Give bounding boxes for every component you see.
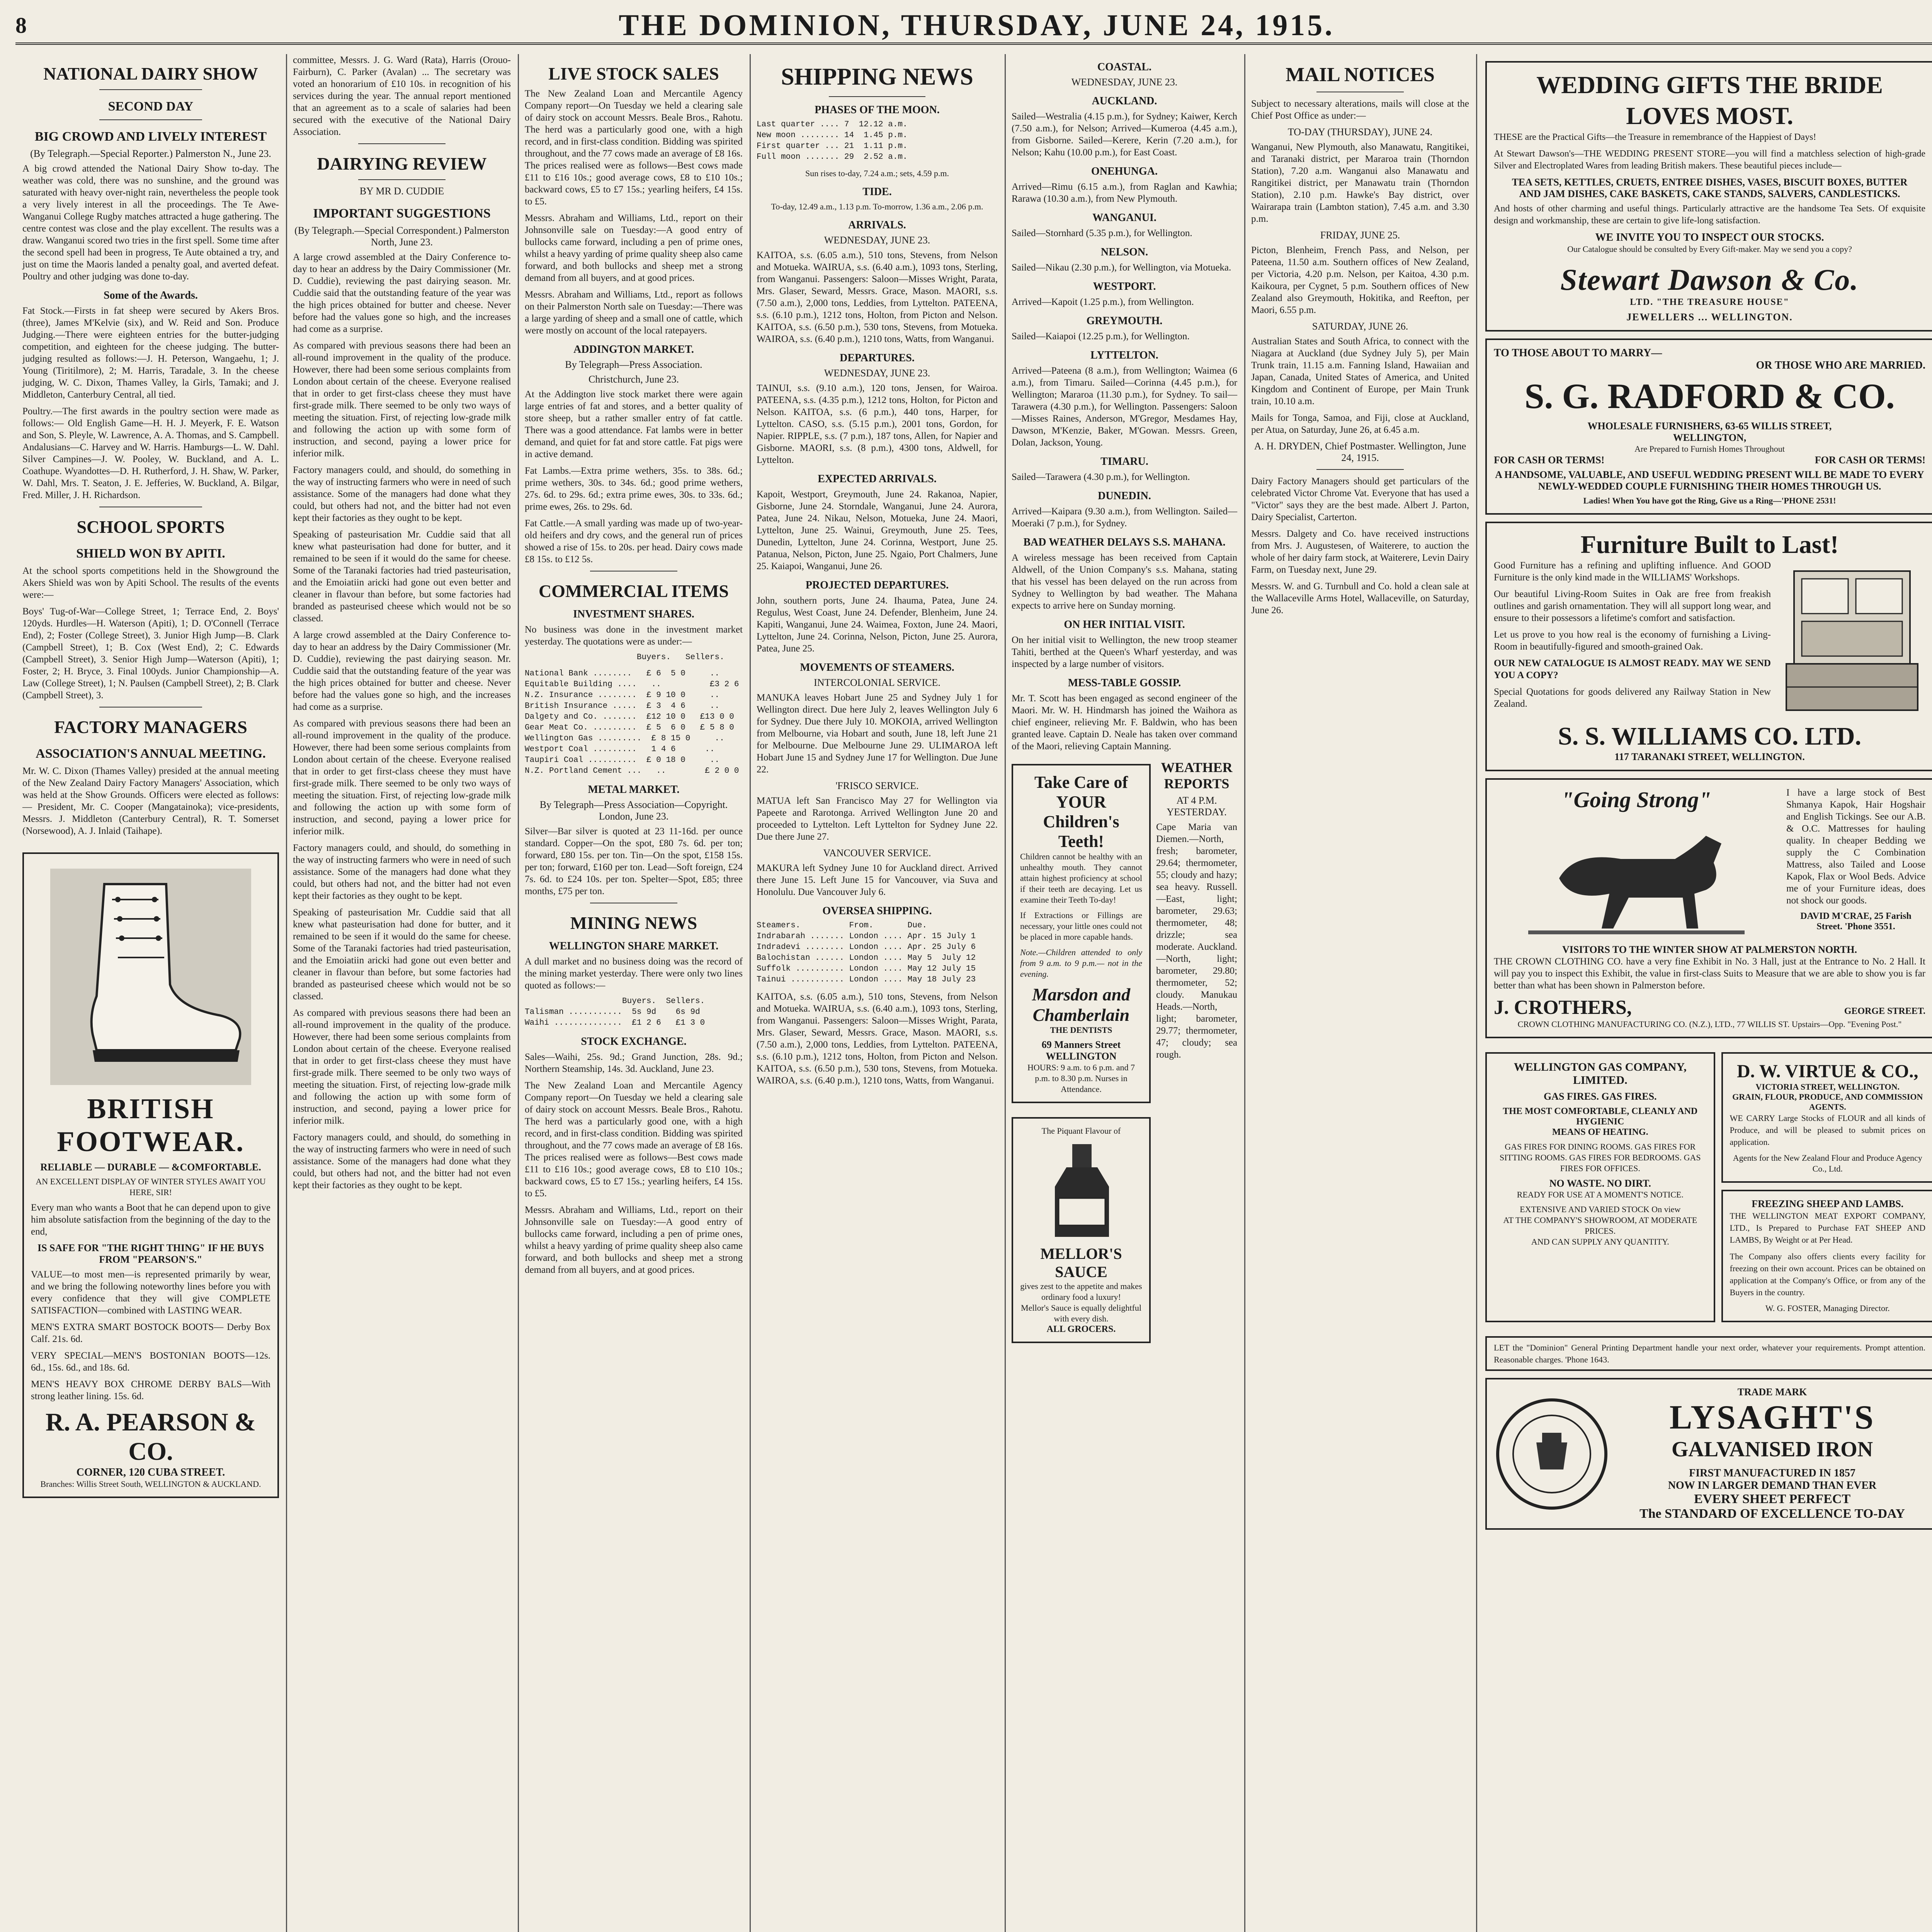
- factory-continuation: committee, Messrs. J. G. Ward (Rata), Harris (Orouo-Fairburn), C. Parker (Avalan) ... The secretary was voted an honorarium of £10 10s. in recognition of his services during the year. The annual report mentioned that an agreement as to a scale of salaries had been secured with the executive of the National Dairy Association.: [293, 55, 511, 137]
- dairying-paragraph: Factory managers could, and should, do something in the way of instructing farmers who were in need of such assistance. Some of the managers had done what they could, but others had not, and the bitter had not even kept their factories as they ought to be kept.: [293, 843, 511, 901]
- dairying-paragraph: Speaking of pasteurisation Mr. Cuddie said that all knew what pasteurisation had done for butter, and it remained to be seen if it would do the same for cheese. Some of the Taranaki factories had tried pasteurisation, and the Emoiatiin aricki had gone out even better and cleaner in flavour than before, but some factories had branded as pasteurised cheese which would not be so classed.: [293, 529, 511, 624]
- share-market-heading: WELLINGTON SHARE MARKET.: [549, 940, 719, 952]
- port-paragraph: Sailed—Kaiapoi (12.25 p.m.), for Wellington.: [1012, 331, 1190, 342]
- stewart-dawson-footer: JEWELLERS ... WELLINGTON.: [1626, 311, 1793, 323]
- port-heading: WANGANUI.: [1092, 212, 1156, 224]
- virtue-name: D. W. VIRTUE & CO.,: [1736, 1061, 1918, 1082]
- moon-row: New moon ........ 14 1.45 p.m.: [757, 131, 908, 140]
- dairying-review-heading: DAIRYING REVIEW: [317, 154, 487, 173]
- gas-means: MEANS OF HEATING.: [1552, 1127, 1648, 1137]
- virtue-advertisement: [1721, 1052, 1932, 1183]
- mining-row: Waihi .............. £1 2 6 £1 3 0: [525, 1019, 705, 1027]
- stock-exchange-heading: STOCK EXCHANGE.: [581, 1036, 687, 1048]
- dairying-paragraph: Factory managers could, and should, do something in the way of instructing farmers who were in need of such assistance. Some of the managers had done what they could, but others had not, and the bitter had not even kept their factories as they ought to be kept.: [293, 1132, 511, 1190]
- tide-heading: TIDE.: [862, 186, 892, 198]
- oversea-row: Indradevi ........ London .... Apr. 25 July 6: [757, 943, 976, 952]
- projected-departures-list: John, southern ports, June 24. Ihauma, Patea, June 24. Regulus, West Coast, June 24. Defender, Blenheim, June 24. Kapiti, Wanganui, June 24. Waimea, Foxton, June 24. Maori, Lyttelton, June 24. Corinna, Nelson, Picton, June 25. Aurora, Patea, June 25.: [757, 595, 998, 654]
- footwear-line: IS SAFE FOR "THE RIGHT THING" IF HE BUYS FROM "PEARSON'S.": [37, 1242, 264, 1265]
- livestock-paragraph: The New Zealand Loan and Mercantile Agency Company report—On Tuesday we held a clearing sale of dairy stock on account Messrs. Beale Bros., Rahotu. The herd was a particularly good one, with a high record, and in first-class condition. Bidding was spirited throughout, and the 77 cows made an average of £8 16s. The prices realised were as follows—Best cows made £11 to £16 10s.; good average cows, £8 to £10 10s.; backward cows, £5 to £7 15s.; yearling heifers, £4 15s. to £5.: [525, 88, 743, 207]
- williams-paragraph: Our beautiful Living-Room Suites in Oak are free from freakish outlines and garish ornamentation. They will all support long wear, and ensure to their possessors a lifetime's comfort and satisfaction.: [1494, 589, 1771, 623]
- oversea-row: Indrabarah ....... London .... Apr. 15 July 1: [757, 932, 976, 941]
- share-row: Westport Coal ......... 1 4 6 ..: [525, 745, 715, 754]
- wedding-gifts-advertisement: [1485, 61, 1932, 332]
- oversea-row: Suffolk .......... London .... May 12 July 15: [757, 964, 976, 973]
- share-row: N.Z. Portland Cement ... .. £ 2 0 0: [525, 767, 739, 776]
- gas-waste: NO WASTE. NO DIRT.: [1549, 1178, 1651, 1189]
- dentist-address: 69 Manners Street WELLINGTON: [1041, 1039, 1121, 1062]
- dentist-hours: HOURS: 9 a.m. to 6 p.m. and 7 p.m. to 8.30 p.m. Nurses in Attendance.: [1027, 1063, 1135, 1094]
- share-row: Taupiri Coal .......... £ 0 18 0 ..: [525, 756, 720, 765]
- mellor-brand: MELLOR'S SAUCE: [1040, 1245, 1122, 1281]
- coastal-heading: COASTAL.: [1097, 61, 1152, 73]
- footwear-tagline: RELIABLE — DURABLE — &COMFORTABLE.: [40, 1162, 261, 1173]
- horse-illustration: [1513, 816, 1760, 940]
- footwear-headline: BRITISH FOOTWEAR.: [57, 1093, 245, 1158]
- frisco-heading: 'FRISCO SERVICE.: [835, 780, 919, 791]
- wedding-paragraph: THESE are the Practical Gifts—the Treasure in remembrance of the Happiest of Days!: [1494, 132, 1816, 142]
- radford-body: A HANDSOME, VALUABLE, AND USEFUL WEDDING PRESENT WILL BE MADE TO EVERY NEWLY-WEDDED COUPLE FURNISHING THEIR HOMES THROUGH US.: [1495, 469, 1924, 492]
- dairying-byline: BY MR D. CUDDIE: [359, 185, 444, 197]
- printing-notice-text: LET the "Dominion" General Printing Department handle your next order, whatever your requirements. Prompt attention. Reasonable charges. 'Phone 1643.: [1494, 1343, 1925, 1364]
- dairying-paragraph: Factory managers could, and should, do something in the way of instructing farmers who were in need of such assistance. Some of the managers had done what they could, but others had not, and the bitter had not even kept their factories as they ought to be kept.: [293, 465, 511, 523]
- column-1: [15, 54, 286, 1932]
- sports-paragraph: Boys' Tug-of-War—College Street, 1; Terrace End, 2. Boys' 120yds. Hurdles—H. Waterson (Apiti), 1; D. O'Connell (Terrace End), 2; Foster (College Street), 3. Junior High Jump—B. Clark (Campbell Street), 1; B. Cox (West End), 2; C. Edwards (Campbell Street), 3. Senior High Jump—Waterson (Apiti), 1; Foster, 2; H. Bryce, 3. Final 100yds. Junior Championship—A. Law (College Street), 1; N. Paulsen (Campbell Street), 2; B. Clark (Campbell Street), 3.: [22, 606, 279, 701]
- dentist-role: THE DENTISTS: [1050, 1025, 1112, 1035]
- lysaght-standard: The STANDARD OF EXCELLENCE TO-DAY: [1639, 1507, 1905, 1521]
- boot-illustration: [50, 869, 251, 1085]
- factory-subhead: ASSOCIATION'S ANNUAL MEETING.: [36, 747, 266, 761]
- factory-paragraph: Mr. W. C. Dixon (Thames Valley) presided at the annual meeting of the New Zealand Dairy Factory Managers' Association, which was held at the Show Grounds. Officers were elected as follows:— President, Mr. C. Cooper (Mangatainoka); vice-presidents, Messrs. J. Middleton (Canterbury Central), R. T. Somerset (Norsewood), A. J. Inlaid (Taihape).: [22, 766, 279, 836]
- port-heading: LYTTELTON.: [1090, 349, 1158, 361]
- crothers-street: GEORGE STREET.: [1844, 1006, 1925, 1016]
- dentist-note: Note.—Children attended to only from 9 a.m. to 9 p.m.— not in the evening.: [1020, 947, 1142, 979]
- oversea-table: [757, 920, 998, 985]
- gas-name: WELLINGTON GAS COMPANY, LIMITED.: [1514, 1061, 1687, 1087]
- freezing-body: THE WELLINGTON MEAT EXPORT COMPANY, LTD., Is Prepared to Purchase FAT SHEEP AND LAMBS, By Weight or at Per Head.: [1730, 1211, 1925, 1245]
- departures-list: TAINUI, s.s. (9.10 a.m.), 120 tons, Jensen, for Wairoa. PATEENA, s.s. (4.35 p.m.), 1212 tons, Holton, for Picton and Nelson. KAITOA, s.s. (6 p.m.), 440 tons, Harper, for Lyttelton. CASO, s.s. (5.15 p.m.), 2001 tons, Gordon, for Napier. RIPPLE, s.s. (7 p.m.), 187 tons, Allen, for Napier and Gisborne. MAORI, s.s. (8 p.m.), 4300 tons, Aldwell, for Lyttelton.: [757, 383, 998, 465]
- column-4: [750, 54, 1005, 1932]
- dentist-advertisement: [1012, 764, 1151, 1103]
- gas-stock: EXTENSIVE AND VARIED STOCK On view: [1520, 1204, 1681, 1214]
- footwear-advertisement: [22, 852, 279, 1498]
- dentist-body: Children cannot be healthy with an unhealthy mouth. They cannot attain highest proficiency at school if their teeth are decaying. Let us examine their Teeth To-day!: [1020, 852, 1142, 905]
- gas-list: GAS FIRES FOR DINING ROOMS. GAS FIRES FOR SITTING ROOMS. GAS FIRES FOR BEDROOMS. GAS FIRES FOR OFFICES.: [1499, 1142, 1701, 1173]
- school-sports-heading: SCHOOL SPORTS: [77, 517, 225, 537]
- williams-paragraph: OUR NEW CATALOGUE IS ALMOST READY. MAY WE SEND YOU A COPY?: [1494, 658, 1771, 680]
- newspaper-title: THE DOMINION, THURSDAY, JUNE 24, 1915.: [619, 8, 1335, 42]
- expected-arrivals-list: Kapoit, Westport, Greymouth, June 24. Rakanoa, Napier, Gisborne, June 24. Storndale, Wanganui, June 24. Aurora, Patea, June 24. Nikau, Nelson, Motueka, June 24. Maori, Lyttelton, June 25. Wainui, Greymouth, June 25. Tees, Dunedin, Lyttelton, June 24. Corinna, Westport, June 25. Patanua, Nelson, Picton, June 25. Ngaio, Port Chalmers, June 25. Kaiapoi, Wanganui, June 26.: [757, 489, 998, 571]
- vancouver-paragraph: MAKURA left Sydney June 10 for Auckland direct. Arrived there June 15. Left June 15 for Vancouver, via Suva and Honolulu. Due Vancouver July 6.: [757, 863, 998, 897]
- port-paragraph: Arrived—Rimu (6.15 a.m.), from Raglan and Kawhia; Rarawa (10.30 a.m.), from New Plymouth.: [1012, 182, 1237, 204]
- williams-address: 117 TARANAKI STREET, WELLINGTON.: [1614, 751, 1805, 762]
- dairy-notice: Dairy Factory Managers should get particulars of the celebrated Victor Chrome Vat. Everyone that has used a "Victor" says they are the best made. Albert J. Parton, Dairy Specialist, Carterton.: [1251, 476, 1469, 522]
- metal-paragraph: Silver—Bar silver is quoted at 23 11-16d. per ounce standard. Copper—On the spot, £80 7s. 6d. per ton; forward, £80 15s. per ton. Tin—On the spot, £158 15s. per ton; forward, £160 per ton. Lead—Soft foreign, £24 7s. 6d. to £24 10s. per ton. Spelter—Spot, £85; three months, £75 per ton.: [525, 826, 743, 896]
- gas-cheapest: THE MOST COMFORTABLE, CLEANLY AND HYGIENIC: [1503, 1106, 1698, 1127]
- williams-paragraph: Let us prove to you how real is the economy of furnishing a Living-Room in beautifully-figured and smooth-grained Oak.: [1494, 629, 1771, 652]
- mail-day: TO-DAY (THURSDAY), JUNE 24.: [1287, 126, 1433, 138]
- radford-ladies: Ladies! When You have got the Ring, Give us a Ring—'PHONE 2531!: [1583, 496, 1836, 505]
- mail-body: Australian States and South Africa, to connect with the Niagara at Auckland (due Sydney July 5), per Main Trunk train, 11.15 a.m. Fanning Island, Hawaiian and Japan, Canada, United States of America, and United Kingdom and Continent of Europe, per Main Trunk train, 10.10 a.m.: [1251, 336, 1469, 406]
- livestock-paragraph: Messrs. Abraham and Williams, Ltd., report as follows on their Palmerston North sale on Tuesday:—There was a large yarding of sheep and a small one of cattle, which were mostly on account of the local ratepayers.: [525, 289, 743, 336]
- oversea-row: Steamers. From. Due.: [757, 921, 927, 930]
- page-number: 8: [15, 12, 27, 38]
- freezing-title: FREEZING SHEEP AND LAMBS.: [1752, 1198, 1904, 1209]
- moon-row: Last quarter .... 7 12.12 a.m.: [757, 120, 908, 129]
- port-heading: NELSON.: [1100, 246, 1148, 258]
- port-paragraph: Arrived—Kapoit (1.25 p.m.), from Wellington.: [1012, 297, 1194, 307]
- metal-market-heading: METAL MARKET.: [588, 784, 680, 796]
- footwear-item: MEN'S HEAVY BOX CHROME DERBY BALS—With strong leather lining. 15s. 6d.: [31, 1379, 270, 1401]
- radford-cash: FOR CASH OR TERMS!: [1815, 454, 1925, 466]
- williams-title: Furniture Built to Last!: [1580, 531, 1839, 559]
- port-heading: WESTPORT.: [1093, 281, 1156, 293]
- lysaght-demand: NOW IN LARGER DEMAND THAN EVER: [1668, 1480, 1877, 1492]
- share-row: British Insurance ..... £ 3 4 6 ..: [525, 702, 720, 711]
- stock-exchange-paragraph: Sales—Waihi, 25s. 9d.; Grand Junction, 28s. 9d.; Northern Steamship, 14s. 3d. Auckland, June 23.: [525, 1052, 743, 1074]
- dairying-paragraph: As compared with previous seasons there had been an all-round improvement in the quality of the produce. However, there had been some serious complaints from London about certain of the cheese. Everyone realised that in order to get first-class cheese they must have first-grade milk. There seemed to be only two ways of meeting the situation. First, of rejecting low-grade milk and following the action up with some form of instruction, and second, paying a lower price for inferior milk.: [293, 1008, 511, 1126]
- arrivals-date: WEDNESDAY, JUNE 23.: [824, 235, 930, 246]
- moon-row: First quarter ... 21 1.11 p.m.: [757, 142, 908, 151]
- share-row: Wellington Gas ......... £ 8 15 0 ..: [525, 734, 724, 743]
- footwear-line: Every man who wants a Boot that he can depend upon to give him absolute satisfaction from the beginning of the day to the end,: [31, 1202, 270, 1237]
- lysaght-first: FIRST MANUFACTURED IN 1857: [1689, 1467, 1855, 1479]
- port-heading: ONEHUNGA.: [1091, 165, 1158, 177]
- sports-subhead: SHIELD WON BY APITI.: [76, 546, 225, 561]
- crothers-name: J. CROTHERS,: [1494, 997, 1632, 1019]
- share-row: National Bank ........ £ 6 5 0 ..: [525, 669, 720, 678]
- dentist-body: If Extractions or Fillings are necessary, your little ones could not be placed in more capable hands.: [1020, 910, 1142, 942]
- share-row: N.Z. Insurance ........ £ 9 10 0 ..: [525, 691, 720, 700]
- mail-note: Mails for Tonga, Samoa, and Fiji, close at Auckland, per Atua, on Saturday, June 26, at 6.45 a.m.: [1251, 413, 1469, 435]
- dairy-byline: (By Telegraph.—Special Reporter.) Palmerston N., June 23.: [30, 148, 271, 159]
- mining-table: [525, 996, 743, 1029]
- shares-table: [525, 668, 743, 777]
- shipping-news-heading: SHIPPING NEWS: [781, 64, 973, 90]
- port-paragraph: Arrived—Kaipara (9.30 a.m.), from Wellington. Sailed—Moeraki (7 p.m.), for Sydney.: [1012, 506, 1237, 529]
- oversea-shipping-heading: OVERSEA SHIPPING.: [822, 905, 932, 917]
- dairy-subhead: SECOND DAY: [108, 99, 194, 114]
- arrivals-list: KAITOA, s.s. (6.05 a.m.), 510 tons, Stevens, from Nelson and Motueka. WAIRUA, s.s. (6.40 a.m.), 1093 tons, Sterling, from Wanganui. Passengers: Saloon—Misses Wright, Parata, Mrs. Glaser, Seward, Messrs. Grace, Mason. MAORI, s.s. (7.50 a.m.), 2,000 tons, Leddies, from Lyttelton. PATEENA, s.s. (6.10 p.m.), 1212 tons, Holton, from Picton and Nelson. KAITOA, s.s. (6.50 p.m.), 530 tons, Stevens, from Motueka. WAIROA, s.s. (6.40 p.m.), 1210 tons, Watts, from Wanganui.: [757, 992, 998, 1086]
- gas-company-advertisement: [1485, 1052, 1715, 1322]
- radford-cash: FOR CASH OR TERMS!: [1494, 454, 1605, 466]
- dairying-paragraph: As compared with previous seasons there had been an all-round improvement in the quality of the produce. However, there had been some serious complaints from London about certain of the cheese. Everyone realised that in order to get first-class cheese they must have first-grade milk. There seemed to be only two ways of meeting the situation. First, of rejecting low-grade milk and following the action up with some form of instruction, and second, paying a lower price for inferior milk.: [293, 340, 511, 459]
- commercial-intro: No business was done in the investment market yesterday. The quotations were as under:—: [525, 624, 743, 647]
- virtue-body: WE CARRY Large Stocks of FLOUR and all kinds of Produce, and will be pleased to submit prices on application.: [1730, 1113, 1925, 1147]
- virtue-trade: GRAIN, FLOUR, PRODUCE, AND COMMISSION AGENTS.: [1732, 1092, 1923, 1112]
- vancouver-heading: VANCOUVER SERVICE.: [823, 847, 931, 859]
- footwear-item: VERY SPECIAL—MEN'S BOSTONIAN BOOTS—12s. 6d., 15s. 6d., and 18s. 6d.: [31, 1350, 270, 1373]
- mellor-line: gives zest to the appetite and makes ordinary food a luxury!: [1020, 1281, 1142, 1302]
- mail-intro: Subject to necessary alterations, mails will close at the Chief Post Office as under:—: [1251, 99, 1469, 121]
- mining-row: Buyers. Sellers.: [525, 997, 705, 1006]
- stewart-dawson-sub: LTD. "THE TREASURE HOUSE": [1630, 297, 1789, 307]
- livestock-paragraph: Messrs. Abraham and Williams, Ltd., report on their Johnsonville sale on Tuesday:—A good entry of bullocks came forward, including a pen of prime ones, whilst a heavy yarding of prime quality sheep also came forward, and both bullocks and sheep met a strong demand from all buyers, and at good prices.: [525, 213, 743, 283]
- bad-weather-heading: BAD WEATHER DELAYS S.S. MAHANA.: [1023, 536, 1226, 548]
- freezing-body: The Company also offers clients every facility for freezing on their own account. Prices can be obtained on application at the Company's Office, or from any of the Buyers in the country.: [1730, 1252, 1925, 1297]
- bad-weather-paragraph: A wireless message has been received from Captain Aldwell, of the Union Company's s.s. Mahana, stating that his vessel has been delayed on the run across from Sydney to Wellington by bad weather. The Mahana expects to arrive here on Sunday morning.: [1012, 553, 1237, 611]
- crothers-body: THE CROWN CLOTHING CO. have a very fine Exhibit in No. 3 Hall, just at the Entrance to No. 2 Hall. It will pay you to inspect this Exhibit, the value in first-class Suits to Measure that we are able to show you is far better than what has been shown in Palmerston before.: [1494, 956, 1925, 991]
- addington-heading: ADDINGTON MARKET.: [573, 344, 694, 355]
- port-paragraph: Sailed—Nikau (2.30 p.m.), for Wellington, via Motueka.: [1012, 262, 1231, 273]
- port-paragraph: Sailed—Tarawera (4.30 p.m.), for Wellington.: [1012, 472, 1190, 482]
- dairying-paragraph: Speaking of pasteurisation Mr. Cuddie said that all knew what pasteurisation had done for butter, and it remained to be seen if it would do the same for cheese. Some of the Taranaki factories had tried pasteurisation, and the Emoiatiin aricki had gone out even better and cleaner in flavour than before, but some factories had branded as pasteurised cheese which would not be so classed.: [293, 907, 511, 1002]
- dairy-subhead-2: BIG CROWD AND LIVELY INTEREST: [34, 129, 267, 144]
- radford-prep: Are Prepared to Furnish Homes Throughout: [1634, 444, 1785, 454]
- mail-notices-heading: MAIL NOTICES: [1286, 64, 1435, 86]
- going-strong-name: DAVID M'CRAE, 25 Farish Street. 'Phone 3551.: [1800, 911, 1912, 932]
- mess-table-paragraph: Mr. T. Scott has been engaged as second engineer of the Maori. Mr. W. H. Hindmarsh has joined the Waihora as chief engineer, relieving Mr. F. Baldwin, who has been granted leave. Captain D. Neale has taken over command of the Maori, relieving Captain Manning.: [1012, 693, 1237, 752]
- crothers-visitors: VISITORS TO THE WINTER SHOW AT PALMERSTON NORTH.: [1562, 944, 1857, 955]
- radford-top: TO THOSE ABOUT TO MARRY—: [1494, 347, 1662, 359]
- lysaght-name: LYSAGHT'S: [1669, 1399, 1875, 1436]
- dairying-paragraph: A large crowd assembled at the Dairy Conference to-day to hear an address by the Dairy Commissioner (Mr. D. Cuddie), reviewing the past dairying season. Mr. Cuddie said that the outstanding feature of the year was the high prices obtained for butter and cheese. Never before had the values gone so high, and the increases had come as a surprise.: [293, 630, 511, 712]
- port-heading: GREYMOUTH.: [1086, 315, 1163, 327]
- moon-row: Full moon ....... 29 2.52 a.m.: [757, 153, 908, 162]
- port-heading: TIMARU.: [1100, 456, 1148, 468]
- mess-table-heading: MESS-TABLE GOSSIP.: [1068, 677, 1181, 689]
- wedding-catalogue: Our Catalogue should be consulted by Every Gift-maker. May we send you a copy?: [1567, 244, 1852, 254]
- column-3: [518, 54, 750, 1932]
- port-heading: AUCKLAND.: [1092, 95, 1157, 107]
- column-7: [1476, 54, 1932, 1932]
- addington-byline: By Telegraph—Press Association.: [565, 359, 702, 370]
- dairy-paragraph: A big crowd attended the National Dairy Show to-day. The weather was cold, there was no sunshine, and the ground was saturated with heavy over-night rain, nevertheless the people took a very lively interest in all the proceedings. The Te Awe-Wanganui College Rugby matches attracted a huge gathering. The centre contest was close and the play excellent. The results was a draw. Wanganui scored two tries in the first spell. Some time after the second spell had been in progress, Te Aute obtained a try, and just on time the Maoris landed a penalty goal, and averted defeat. Poultry and other judging was done to-day.: [22, 163, 279, 282]
- going-strong-advertisement: [1485, 778, 1932, 1038]
- mellor-grocers: ALL GROCERS.: [1046, 1324, 1116, 1334]
- lysaght-advertisement: [1485, 1378, 1932, 1530]
- livestock-sales-heading: LIVE STOCK SALES: [548, 64, 719, 83]
- dominion-printing-notice: [1485, 1336, 1932, 1371]
- williams-paragraph: Good Furniture has a refining and uplifting influence. And GOOD Furniture is the only kind made in the WILLIAMS' Workshops.: [1494, 560, 1771, 583]
- mail-body: Wanganui, New Plymouth, also Manawatu, Rangitikei, and Taranaki district, per Mararoa train (Thorndon Station), 7.20 a.m. Wanganui also Manawatu and Rangitikei district, per Manawatu train (Thorndon Station), 2.10 p.m. Hawke's Bay district, over Wairarapa train (Lambton station), 7.45 a.m. and 3.30 p.m.: [1251, 142, 1469, 224]
- dalgety-notice: Messrs. Dalgety and Co. have received instructions from Mrs. J. Augustesen, of Waiterere, to auction the whole of her dairy farm stock, at Waiterere, Levin Dairy Farm, on Tuesday next, June 29.: [1251, 529, 1469, 575]
- sun-times: Sun rises to-day, 7.24 a.m.; sets, 4.59 p.m.: [805, 168, 949, 178]
- newspaper-page: [15, 8, 1932, 1932]
- share-row: Dalgety and Co. ....... £12 10 0 £13 0 0: [525, 713, 734, 721]
- williams-name: S. S. WILLIAMS CO. LTD.: [1558, 722, 1861, 750]
- turnbull-notice: Messrs. W. and G. Turnbull and Co. hold a clean sale at the Wallaceville Arms Hotel, Wallaceville, on Saturday, June 26.: [1251, 581, 1469, 616]
- column-2: [286, 54, 518, 1932]
- shares-table-header: Buyers. Sellers.: [525, 653, 724, 662]
- departures-date: WEDNESDAY, JUNE 23.: [824, 367, 930, 379]
- going-strong-title: "Going Strong": [1561, 787, 1711, 812]
- frisco-paragraph: MATUA left San Francisco May 27 for Wellington via Papeete and Rarotonga. Arrived Wellington June 20 and proceeded to Lyttelton. Left Lyttelton for Sydney June 22. Due there June 27.: [757, 796, 998, 842]
- addington-paragraph: Fat Cattle.—A small yarding was made up of two-year-old heifers and dry cows, and the general run of prices showed a rise of 15s. to 20s. per head. Dairy cows made £8 15s. to £12 5s.: [525, 518, 743, 565]
- initial-visit-heading: ON HER INITIAL VISIT.: [1064, 619, 1185, 631]
- pearson-address: CORNER, 120 CUBA STREET.: [76, 1466, 225, 1478]
- port-paragraph: Sailed—Stornhard (5.35 p.m.), for Wellington.: [1012, 228, 1192, 238]
- crothers-firm: CROWN CLOTHING MANUFACTURING CO. (N.Z.), LTD., 77 WILLIS ST. Upstairs—Opp. "Evening Post.": [1517, 1019, 1902, 1029]
- column-5: [1005, 54, 1244, 1932]
- tide-times: To-day, 12.49 a.m., 1.13 p.m. To-morrow, 1.36 a.m., 2.06 p.m.: [771, 202, 983, 211]
- port-paragraph: Arrived—Pateena (8 a.m.), from Wellington; Waimea (6 a.m.), from Timaru. Sailed—Corinna (4.45 p.m.), for Wellington; Mararoa (11.30 p.m.), for Sydney. To sail—Tarawera (4.30 p.m.), for Wellington. Passengers: Saloon—Misses Raines, Anderson, M'Gregor, Mesdames Hay, Dawson, M'Kenzie, Baker, M'Gowan. Messrs. Green, Dolan, Jackson, Young.: [1012, 366, 1237, 448]
- gas-fires: GAS FIRES. GAS FIRES.: [1543, 1091, 1657, 1102]
- wedding-invite: WE INVITE YOU TO INSPECT OUR STOCKS.: [1595, 231, 1824, 243]
- sauce-bottle-illustration: [1020, 1140, 1144, 1241]
- addington-dateline: Christchurch, June 23.: [588, 374, 679, 385]
- addington-paragraph: Fat Lambs.—Extra prime wethers, 35s. to 38s. 6d.; prime wethers, 30s. to 34s. 6d.; good prime wethers, 27s. 6d. to 29s. 6d.; extra prime ewes, 30s. to 33s. 6d.; prime ewes, 26s. to 29s. 6d.: [525, 466, 743, 512]
- investment-shares-heading: INVESTMENT SHARES.: [573, 608, 694, 620]
- lysaght-perfect: EVERY SHEET PERFECT: [1694, 1492, 1850, 1506]
- dairy-show-heading: NATIONAL DAIRY SHOW: [43, 64, 258, 83]
- projected-departures-heading: PROJECTED DEPARTURES.: [805, 579, 949, 591]
- footwear-item: MEN'S EXTRA SMART BOSTOCK BOOTS— Derby Box Calf. 21s. 6d.: [31, 1322, 270, 1344]
- factory-managers-heading: FACTORY MANAGERS: [54, 717, 247, 737]
- oversea-row: Tainui ........... London .... May 18 July 23: [757, 975, 976, 984]
- wedding-list: TEA SETS, KETTLES, CRUETS, ENTREE DISHES, VASES, BISCUIT BOXES, BUTTER AND JAM DISHES, CAKE BASKETS, CAKE STANDS, SALVERS, CANDLESTICKS.: [1512, 177, 1908, 199]
- weather-heading: WEATHER REPORTS: [1161, 760, 1233, 791]
- radford-advertisement: [1485, 338, 1932, 515]
- share-row: Equitable Building .... .. £3 2 6: [525, 680, 739, 689]
- oversea-row: Balochistan ...... London .... May 5 July 12: [757, 954, 976, 963]
- movements-subhead: INTERCOLONIAL SERVICE.: [814, 677, 940, 688]
- addington-paragraph: At the Addington live stock market there were again large entries of fat and stores, and a better quality of store sheep, but a rather smaller entry of fat cattle. There was a good attendance. Fat lambs were in better demand, and quiet for fat and store cattle. Fat pigs were in active demand.: [525, 389, 743, 459]
- radford-city: WELLINGTON,: [1673, 432, 1747, 443]
- williams-paragraph: Special Quotations for goods delivered any Railway Station in New Zealand.: [1494, 687, 1771, 709]
- wedding-paragraph: At Stewart Dawson's—THE WEDDING PRESENT STORE—you will find a matchless selection of high-grade Silver and Electroplated Wares from leading British makers. These beautiful pieces include—: [1494, 149, 1925, 171]
- movements-heading: MOVEMENTS OF STEAMERS.: [800, 662, 954, 673]
- departures-heading: DEPARTURES.: [840, 352, 915, 364]
- moon-table: [757, 119, 998, 163]
- going-strong-body: I have a large stock of Best Shmanya Kapok, Hair Hogshair and English Tickings. See our A.B. & O.C. Mattresses for hauling quality. In cheaper Bedding we supply the C Combination Mattress, also Tailed and Loose Kapok, Flax or Wool Beds. Advice me of your Furniture ideas, does not shock our goods.: [1786, 787, 1925, 906]
- dairying-subhead: IMPORTANT SUGGESTIONS: [313, 206, 491, 221]
- mail-body: Picton, Blenheim, French Pass, and Nelson, per Pateena, 11.50 a.m. Southern offices of New Zealand, per Victoria, 4.20 p.m. Nelson, per Kaitoa, 4.30 p.m. Kaikoura, per Cygnet, 5 p.m. Southern offices of New Zealand also Greymouth, Hokitika, and Reefton, per Maori, 6.55 p.m.: [1251, 245, 1469, 315]
- mellor-line: Mellor's Sauce is equally delightful with every dish.: [1021, 1303, 1141, 1323]
- freezing-sign: W. G. FOSTER, Managing Director.: [1765, 1303, 1890, 1313]
- movements-paragraph: MANUKA leaves Hobart June 25 and Sydney July 1 for Wellington direct. Due here July 2, leaves Wellington July 6 for Sydney. Due there July 10. MOKOIA, arrived Wellington from Melbourne, via Hobart and south, June 18, left June 21 for Melbourne. Due Melbourne June 29. ULIMAROA left Hobart June 15 and Sydney June 17 for Wellington. Due June 22.: [757, 692, 998, 775]
- gas-showroom: AT THE COMPANY'S SHOWROOM, AT MODERATE PRICES.: [1503, 1215, 1697, 1236]
- wedding-title: WEDDING GIFTS THE BRIDE LOVES MOST.: [1536, 71, 1883, 129]
- virtue-agents: Agents for the New Zealand Flour and Produce Agency Co., Ltd.: [1733, 1153, 1922, 1173]
- weather-paragraph: Cape Maria van Diemen.—North, fresh; barometer, 29.64; thermometer, 55; cloudy and hazy; sea heavy. Russell.—East, light; barometer, 29.63; thermometer, 48; drizzle; sea moderate. Auckland.—North, light; barometer, 29.80; thermometer, 52; cloudy. Manukau Heads.—North, light; barometer, 29.77; thermometer, 47; cloudy; sea rough.: [1156, 822, 1237, 1060]
- awards-heading: Some of the Awards.: [104, 289, 198, 301]
- commercial-items-heading: COMMERCIAL ITEMS: [539, 581, 729, 601]
- sports-paragraph: At the school sports competitions held in the Showground the Akers Shield was won by Apiti School. The results of the events were:—: [22, 566, 279, 600]
- gas-ready: READY FOR USE AT A MOMENT'S NOTICE.: [1517, 1190, 1684, 1199]
- lysaght-product: GALVANISED IRON: [1671, 1437, 1873, 1461]
- arrivals-list: KAITOA, s.s. (6.05 a.m.), 510 tons, Stevens, from Nelson and Motueka. WAIRUA, s.s. (6.40 a.m.), 1093 tons, Sterling, from Wanganui. Passengers: Saloon—Misses Wright, Parata, Mrs. Glaser, Seward, Messrs. Grace, Mason. MAORI, s.s. (7.50 a.m.), 2,000 tons, Leddies, from Lyttelton. PATEENA, s.s. (6.10 p.m.), 1212 tons, Holton, from Picton and Nelson. KAITOA, s.s. (6.50 p.m.), 530 tons, Stevens, from Motueka. WAIROA, s.s. (6.40 p.m.), 1210 tons, Watts, from Wanganui.: [757, 250, 998, 344]
- gas-supply: AND CAN SUPPLY ANY QUANTITY.: [1531, 1237, 1669, 1247]
- mining-row: Talisman ........... 5s 9d 6s 9d: [525, 1008, 700, 1017]
- williams-furniture-advertisement: [1485, 522, 1932, 771]
- livestock-paragraph: The New Zealand Loan and Mercantile Agency Company report—On Tuesday we held a clearing sale of dairy stock on account Messrs. Beale Bros., Rahotu. The herd was a particularly good one, with a high record, and in first-class condition. Bidding was spirited throughout, and the 77 cows made an average of £8 16s. The prices realised were as follows—Best cows made £11 to £16 10s.; good average cows, £8 to £10 10s.; backward cows, £5 to £7 15s.; yearling heifers, £4 15s. to £5.: [525, 1080, 743, 1199]
- initial-visit-paragraph: On her initial visit to Wellington, the new troop steamer Tahiti, berthed at the Queen's Wharf yesterday, and was inspected by a large number of visitors.: [1012, 635, 1237, 669]
- masthead: [15, 8, 1932, 45]
- weather-subhead: AT 4 P.M. YESTERDAY.: [1167, 795, 1227, 818]
- mail-day: FRIDAY, JUNE 25.: [1320, 230, 1400, 241]
- column-6: [1244, 54, 1476, 1932]
- dairy-paragraph: Poultry.—The first awards in the poultry section were made as follows:— Old English Game—H. H. J. Meyerk, F. E. Watson and Son, S. Pleyle, W. Lawrence, A. A. Thomas, and S. Campbell. Andalusians—C. Harvey and W. Harris. Hamburgs—L. W. Dahl. Silver Campines—J. W. Pooley, W. Buckland, and A. L. Coathupe. Wyandottes—D. H. Rutherford, J. H. Shaw, W. Parker, W. Dahl, Mrs. T. Seaton, J. E. Jefferies, W. Buckland, A. Bilgar, Fred. Miller, J. H. Richardson.: [22, 406, 279, 500]
- expected-arrivals-heading: EXPECTED ARRIVALS.: [818, 473, 937, 485]
- virtue-address: VICTORIA STREET, WELLINGTON.: [1755, 1082, 1900, 1092]
- radford-name: S. G. RADFORD & CO.: [1524, 376, 1895, 416]
- dairying-dateline: (By Telegraph.—Special Correspondent.) Palmerston North, June 23.: [294, 225, 509, 248]
- radford-top: OR THOSE WHO ARE MARRIED.: [1756, 359, 1925, 371]
- metal-dateline: By Telegraph—Press Association—Copyright. London, June 23.: [539, 799, 728, 822]
- mail-day: SATURDAY, JUNE 26.: [1312, 321, 1408, 332]
- lysaght-trade-mark: TRADE MARK: [1737, 1386, 1807, 1398]
- dairy-paragraph: Fat Stock.—Firsts in fat sheep were secured by Akers Bros. (three), James M'Kelvie (six), and W. Reid and Son. Produce Judging.—There were eighteen entries for the butter-judging competition, and eighteen for the cheese judging. The butter-judging resulted as follows:—J. H. Peterson, Wangaehu, 1; J. Young (Tiritilmore), 2; M. Harris, Taradale, 3. In the cheese judging, W. C. Dixon, Thames Valley, la Girls, Tamaki; and J. Middleton, Canterbury Central, all tied.: [22, 306, 279, 400]
- wedding-paragraph: And hosts of other charming and useful things. Particularly attractive are the handsome Tea Sets. Of exquisite design and workmanship, these are certain to give life-long satisfaction.: [1494, 204, 1925, 226]
- mail-signature: A. H. DRYDEN, Chief Postmaster. Wellington, June 24, 1915.: [1254, 440, 1466, 463]
- mining-paragraph: A dull market and no business doing was the record of the mining market yesterday. There were only two lines quoted as follows:—: [525, 956, 743, 991]
- dairying-paragraph: A large crowd assembled at the Dairy Conference to-day to hear an address by the Dairy Commissioner (Mr. D. Cuddie), reviewing the past dairying season. Mr. Cuddie said that the outstanding feature of the year was the high prices obtained for butter and cheese. Never before had the values gone so high, and the increases had come as a surprise.: [293, 252, 511, 334]
- mining-news-heading: MINING NEWS: [570, 913, 697, 933]
- share-row: Gear Meat Co. ......... £ 5 6 0 £ 5 8 0: [525, 723, 734, 732]
- dentist-title: Take Care of YOUR Children's Teeth!: [1034, 773, 1128, 851]
- coastal-date: WEDNESDAY, JUNE 23.: [1071, 77, 1178, 88]
- radford-sub: WHOLESALE FURNISHERS, 63-65 WILLIS STREET,: [1587, 420, 1832, 432]
- dentist-firm: Marsdon and Chamberlain: [1032, 985, 1131, 1025]
- mellors-sauce-advertisement: [1012, 1117, 1151, 1343]
- port-heading: DUNEDIN.: [1098, 490, 1151, 502]
- dairying-paragraph: As compared with previous seasons there had been an all-round improvement in the quality of the produce. However, there had been some serious complaints from London about certain of the cheese. Everyone realised that in order to get first-class cheese they must have first-grade milk. There seemed to be only two ways of meeting the situation. First, of rejecting low-grade milk and following the action up with some form of instruction, and second, paying a lower price for inferior milk.: [293, 718, 511, 837]
- pearson-branches: Branches: Willis Street South, WELLINGTON & AUCKLAND.: [40, 1479, 261, 1489]
- footwear-line: VALUE—to most men—is represented primarily by wear, and we bring the following noteworthy lines before you with every confidence that they will give COMPLETE SATISFACTION—combined with LASTING WEAR.: [31, 1269, 270, 1316]
- freezing-advertisement: [1721, 1190, 1932, 1322]
- arrivals-heading: ARRIVALS.: [848, 219, 906, 231]
- mellor-line: The Piquant Flavour of: [1041, 1126, 1121, 1136]
- port-paragraph: Sailed—Westralia (4.15 p.m.), for Sydney; Kaiwer, Kerch (7.50 a.m.), for Nelson; Arrived—Kumeroa (4.45 a.m.), from Gisborne. Sailed—Kerere, Kerin (7.20 a.m.), for Nelson; Kahu (10.00 p.m.), for East Coast.: [1012, 111, 1237, 158]
- pearson-firm-name: R. A. PEARSON & CO.: [45, 1408, 256, 1466]
- moon-phases-heading: PHASES OF THE MOON.: [815, 104, 940, 116]
- furniture-illustration: [1779, 560, 1925, 722]
- livestock-paragraph: Messrs. Abraham and Williams, Ltd., report on their Johnsonville sale on Tuesday:—A good entry of bullocks came forward, including a pen of prime ones, whilst a heavy yarding of prime quality sheep also came forward, and both bullocks and sheep met a strong demand from all buyers, and at good prices.: [525, 1205, 743, 1275]
- trade-mark-seal: [1494, 1396, 1610, 1512]
- footwear-line: AN EXCELLENT DISPLAY OF WINTER STYLES AWAIT YOU HERE, SIR!: [36, 1177, 266, 1197]
- stewart-dawson-logo: Stewart Dawson & Co.: [1560, 263, 1859, 296]
